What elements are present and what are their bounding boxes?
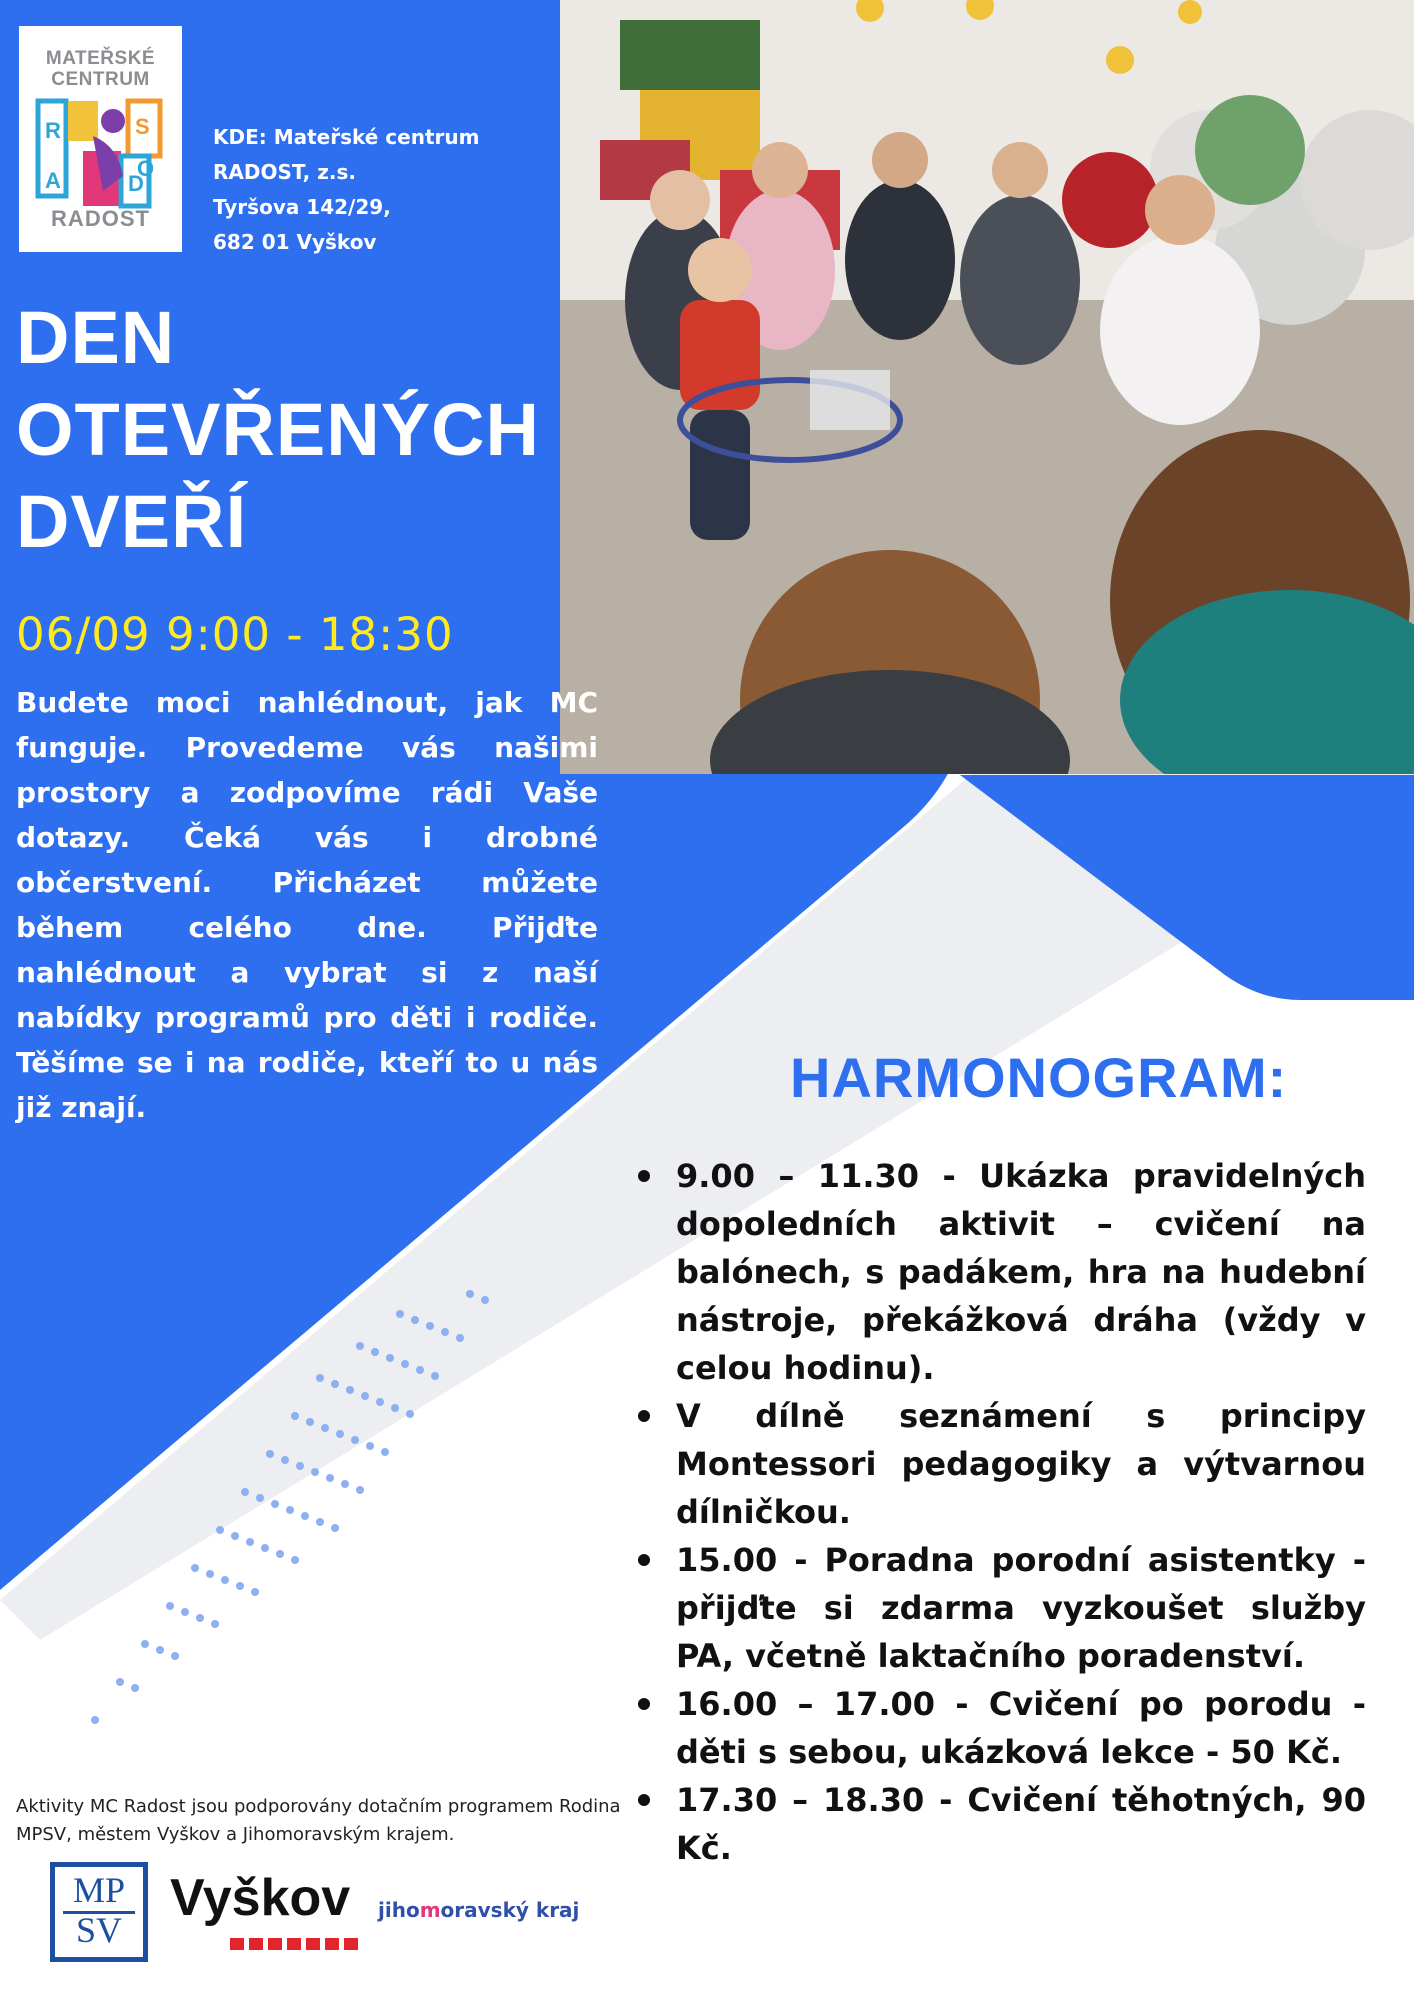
decor-dot bbox=[141, 1640, 149, 1648]
address-line: KDE: Mateřské centrum bbox=[213, 125, 480, 149]
harmonogram-title: HARMONOGRAM: bbox=[790, 1046, 1288, 1109]
decor-dot bbox=[321, 1424, 329, 1432]
decor-dot bbox=[326, 1474, 334, 1482]
address-line: Tyršova 142/29, bbox=[213, 195, 391, 219]
decor-dot bbox=[401, 1360, 409, 1368]
decor-dot bbox=[381, 1448, 389, 1456]
vyskov-logo: Vyškov bbox=[170, 1869, 351, 1927]
decor-dot bbox=[286, 1506, 294, 1514]
decor-dot bbox=[256, 1494, 264, 1502]
decor-dot bbox=[406, 1410, 414, 1418]
decor-dot bbox=[221, 1576, 229, 1584]
decor-dot bbox=[466, 1290, 474, 1298]
address-block bbox=[213, 120, 513, 260]
decor-dot bbox=[261, 1544, 269, 1552]
logo-letter-o: O bbox=[137, 156, 155, 181]
decor-dot bbox=[246, 1538, 254, 1546]
decor-dot bbox=[171, 1652, 179, 1660]
title-line: DEN bbox=[16, 296, 176, 379]
logo-bottom-text: RADOST bbox=[51, 206, 150, 231]
decor-dot bbox=[331, 1524, 339, 1532]
decor-dot bbox=[316, 1518, 324, 1526]
schedule-list bbox=[636, 1152, 1366, 1872]
decor-dot bbox=[346, 1386, 354, 1394]
decor-dot bbox=[236, 1582, 244, 1590]
decor-dot bbox=[341, 1480, 349, 1488]
decor-dot bbox=[191, 1564, 199, 1572]
decor-dot bbox=[241, 1488, 249, 1496]
decor-dot bbox=[376, 1398, 384, 1406]
mpsv-logo-line: SV bbox=[75, 1910, 123, 1950]
mpsv-logo-line: MP bbox=[72, 1870, 126, 1910]
decor-dot bbox=[251, 1588, 259, 1596]
bullet-icon bbox=[638, 1554, 650, 1566]
decor-dot bbox=[91, 1716, 99, 1724]
decor-dot bbox=[276, 1550, 284, 1558]
decor-dot bbox=[411, 1316, 419, 1324]
schedule-item: V dílně seznámení s principy Montessori pedagogiky a výtvarnou dílničkou. bbox=[636, 1392, 1366, 1536]
vyskov-logo-bars bbox=[230, 1938, 358, 1950]
address-line: 682 01 Vyškov bbox=[213, 230, 377, 254]
decor-dot bbox=[431, 1372, 439, 1380]
decor-dot bbox=[366, 1442, 374, 1450]
decor-dot bbox=[266, 1450, 274, 1458]
schedule-item: 15.00 - Poradna porodní asistentky - přijďte si zdarma vyzkoušet služby PA, včetně laktačního poradenství. bbox=[636, 1536, 1366, 1680]
decor-dot bbox=[391, 1404, 399, 1412]
decor-dot bbox=[361, 1392, 369, 1400]
decor-dot bbox=[291, 1556, 299, 1564]
page-title bbox=[16, 292, 616, 568]
decor-dot bbox=[231, 1532, 239, 1540]
decor-dot bbox=[336, 1430, 344, 1438]
bullet-icon bbox=[638, 1794, 650, 1806]
decor-dot bbox=[356, 1486, 364, 1494]
decor-dot bbox=[331, 1380, 339, 1388]
decor-dot bbox=[416, 1366, 424, 1374]
mpsv-logo bbox=[50, 1862, 148, 1962]
decor-dot bbox=[296, 1462, 304, 1470]
schedule-item: 17.30 – 18.30 - Cvičení těhotných, 90 Kč. bbox=[636, 1776, 1366, 1872]
logo-letter-a: A bbox=[45, 168, 61, 193]
decor-dot bbox=[311, 1468, 319, 1476]
logo-letter-s: S bbox=[135, 114, 150, 139]
intro-text: Budete moci nahlédnout, jak MC funguje. Provedeme vás našimi prostory a zodpovíme rádi Vaše dotazy. Čeká vás i drobné občerstvení. Přicházet můžete během celého dne. Přijďte nahlédnout a vybrat si z naší nabídky programů pro děti i rodiče. Těšíme se i na rodiče, kteří to u nás již znají. bbox=[16, 686, 598, 1124]
bullet-icon bbox=[638, 1698, 650, 1710]
decor-dot bbox=[196, 1614, 204, 1622]
title-line: DVEŘÍ bbox=[16, 480, 248, 563]
decor-dot bbox=[356, 1342, 364, 1350]
jihomoravsky-kraj-logo: jihomoravský kraj bbox=[378, 1898, 580, 1922]
decor-dot bbox=[131, 1684, 139, 1692]
decor-dot bbox=[216, 1526, 224, 1534]
decor-dot bbox=[181, 1608, 189, 1616]
decor-dot bbox=[441, 1328, 449, 1336]
logo-top-text: MATEŘSKÉ CENTRUM bbox=[45, 48, 156, 90]
decor-dot bbox=[281, 1456, 289, 1464]
decor-dot bbox=[156, 1646, 164, 1654]
decor-dot bbox=[206, 1570, 214, 1578]
decor-dot bbox=[116, 1678, 124, 1686]
logo-graphic bbox=[33, 96, 168, 211]
decor-dot bbox=[301, 1512, 309, 1520]
radost-logo bbox=[19, 26, 182, 252]
decor-dot bbox=[271, 1500, 279, 1508]
bullet-icon bbox=[638, 1410, 650, 1422]
decor-dot bbox=[351, 1436, 359, 1444]
logo-letter-d: D bbox=[128, 171, 144, 196]
decor-dot bbox=[291, 1412, 299, 1420]
schedule-item: 16.00 – 17.00 - Cvičení po porodu - děti s sebou, ukázková lekce - 50 Kč. bbox=[636, 1680, 1366, 1776]
decor-dot bbox=[306, 1418, 314, 1426]
address-line: RADOST, z.s. bbox=[213, 160, 356, 184]
sponsor-note: Aktivity MC Radost jsou podporovány dotačním programem Rodina MPSV, městem Vyškov a Jihomoravským krajem. bbox=[16, 1796, 621, 1845]
logo-letter-r: R bbox=[45, 118, 61, 143]
decor-dot bbox=[371, 1348, 379, 1356]
decor-dot bbox=[386, 1354, 394, 1362]
decor-dot bbox=[456, 1334, 464, 1342]
schedule-item: 9.00 – 11.30 - Ukázka pravidelných dopoledních aktivit – cvičení na balónech, s padákem, hra na hudební nástroje, překážková dráha (vždy v celou hodinu). bbox=[636, 1152, 1366, 1392]
event-date: 06/09 9:00 - 18:30 bbox=[16, 608, 454, 661]
activity-photo bbox=[560, 0, 1414, 774]
decor-dot bbox=[396, 1310, 404, 1318]
bullet-icon bbox=[638, 1170, 650, 1182]
title-line: OTEVŘENÝCH bbox=[16, 388, 540, 471]
decor-dot bbox=[211, 1620, 219, 1628]
decor-dot bbox=[316, 1374, 324, 1382]
decor-dot bbox=[166, 1602, 174, 1610]
decor-dot bbox=[426, 1322, 434, 1330]
decor-dot bbox=[481, 1296, 489, 1304]
